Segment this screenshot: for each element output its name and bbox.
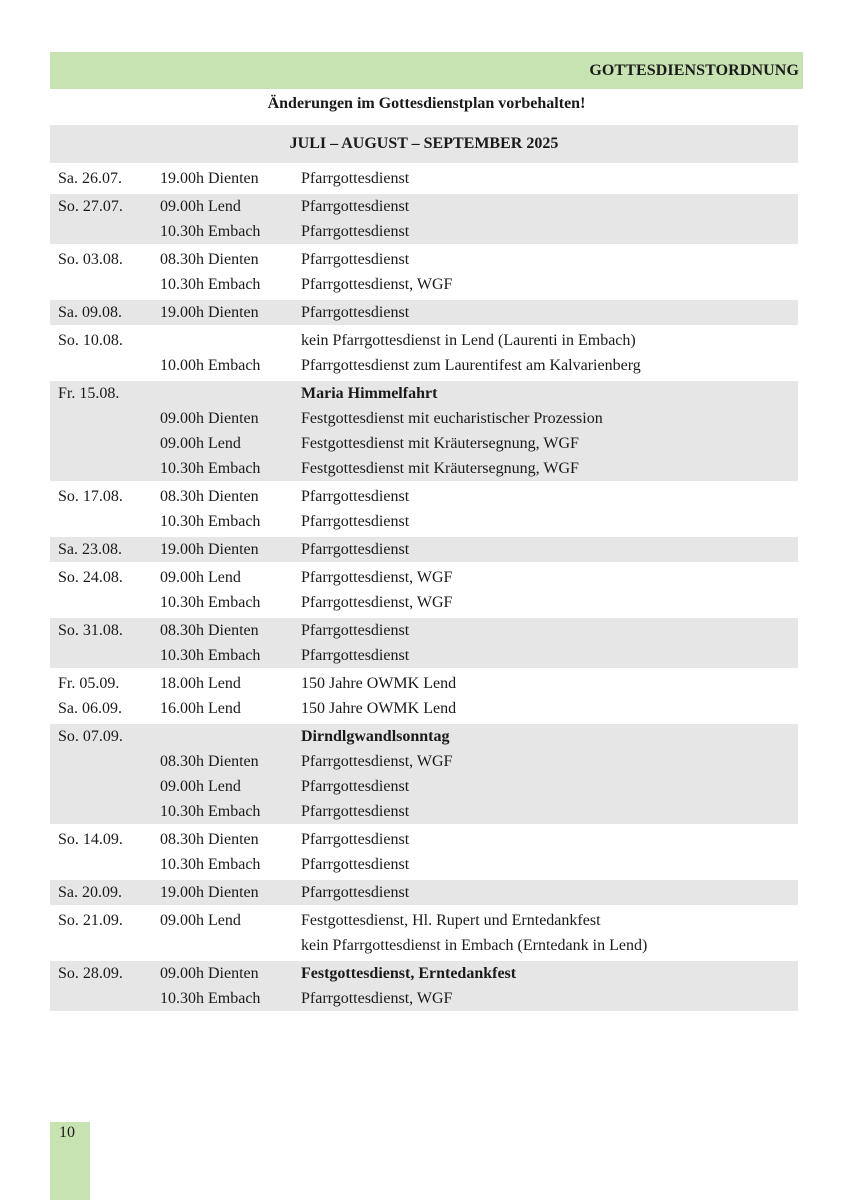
date-cell: So. 28.09. [58, 965, 123, 982]
schedule-line [50, 381, 798, 406]
time-location-cell: 10.30h Embach [160, 594, 261, 611]
service-description: Pfarrgottesdienst [301, 304, 410, 321]
schedule-entry [50, 537, 798, 562]
time-location-cell: 10.30h Embach [160, 647, 261, 664]
schedule-line [50, 696, 798, 721]
service-schedule [50, 125, 798, 1014]
date-cell: Sa. 23.08. [58, 541, 122, 558]
time-location-cell: 19.00h Dienten [160, 304, 259, 321]
service-description: Pfarrgottesdienst [301, 488, 410, 505]
schedule-line [50, 219, 798, 244]
schedule-entry [50, 565, 798, 615]
schedule-line [50, 852, 798, 877]
time-location-cell: 08.30h Dienten [160, 251, 259, 268]
schedule-entry [50, 328, 798, 378]
schedule-entry [50, 961, 798, 1011]
service-description: Pfarrgottesdienst, WGF [301, 594, 453, 611]
service-description: Pfarrgottesdienst [301, 223, 410, 240]
schedule-line [50, 799, 798, 824]
schedule-line [50, 194, 798, 219]
schedule-line [50, 300, 798, 325]
date-cell: So. 10.08. [58, 332, 123, 349]
time-location-cell: 10.30h Embach [160, 223, 261, 240]
time-location-cell: 19.00h Dienten [160, 541, 259, 558]
schedule-line [50, 986, 798, 1011]
service-description: Pfarrgottesdienst [301, 647, 410, 664]
service-description: Pfarrgottesdienst [301, 831, 410, 848]
schedule-line [50, 827, 798, 852]
schedule-line [50, 749, 798, 774]
time-location-cell: 08.30h Dienten [160, 622, 259, 639]
schedule-entry [50, 671, 798, 721]
schedule-line [50, 933, 798, 958]
schedule-entry [50, 247, 798, 297]
time-location-cell: 10.00h Embach [160, 357, 261, 374]
page-number-tab [50, 1122, 90, 1200]
date-cell: So. 17.08. [58, 488, 123, 505]
service-description: Pfarrgottesdienst [301, 778, 410, 795]
service-description: Pfarrgottesdienst [301, 541, 410, 558]
service-description: Pfarrgottesdienst zum Laurentifest am Kalvarienberg [301, 357, 641, 374]
date-cell: So. 14.09. [58, 831, 123, 848]
time-location-cell: 10.30h Embach [160, 856, 261, 873]
date-cell: Sa. 06.09. [58, 700, 122, 717]
service-description: Pfarrgottesdienst, WGF [301, 569, 453, 586]
schedule-line [50, 880, 798, 905]
schedule-line [50, 406, 798, 431]
schedule-entry [50, 908, 798, 958]
time-location-cell: 08.30h Dienten [160, 488, 259, 505]
schedule-line [50, 565, 798, 590]
date-cell: So. 27.07. [58, 198, 123, 215]
date-cell: Sa. 26.07. [58, 170, 122, 187]
date-cell: Sa. 09.08. [58, 304, 122, 321]
time-location-cell: 09.00h Lend [160, 778, 241, 795]
schedule-line [50, 908, 798, 933]
time-location-cell: 10.30h Embach [160, 513, 261, 530]
service-description: Pfarrgottesdienst, WGF [301, 753, 453, 770]
time-location-cell: 10.30h Embach [160, 276, 261, 293]
schedule-line [50, 272, 798, 297]
service-description: Pfarrgottesdienst [301, 884, 410, 901]
schedule-line [50, 618, 798, 643]
service-description: Pfarrgottesdienst [301, 251, 410, 268]
service-description: Pfarrgottesdienst [301, 856, 410, 873]
schedule-entry [50, 724, 798, 824]
service-description: Festgottesdienst mit eucharistischer Prozession [301, 410, 603, 427]
schedule-line [50, 537, 798, 562]
schedule-notice: Änderungen im Gottesdienstplan vorbehalten! [267, 95, 586, 112]
service-description: kein Pfarrgottesdienst in Lend (Laurenti in Embach) [301, 332, 636, 349]
time-location-cell: 10.30h Embach [160, 460, 261, 477]
page-title: GOTTESDIENSTORDNUNG [589, 61, 799, 79]
schedule-entry [50, 880, 798, 905]
time-location-cell: 10.30h Embach [160, 990, 261, 1007]
page-number: 10 [59, 1124, 75, 1141]
date-cell: So. 07.09. [58, 728, 123, 745]
date-cell: Sa. 20.09. [58, 884, 122, 901]
service-description: 150 Jahre OWMK Lend [301, 675, 457, 692]
time-location-cell: 09.00h Lend [160, 569, 241, 586]
schedule-entry [50, 194, 798, 244]
date-cell: So. 21.09. [58, 912, 123, 929]
service-description: Pfarrgottesdienst [301, 513, 410, 530]
service-description: Festgottesdienst mit Kräutersegnung, WGF [301, 460, 579, 477]
service-description: Pfarrgottesdienst [301, 170, 410, 187]
schedule-entry [50, 300, 798, 325]
service-description: Pfarrgottesdienst [301, 198, 410, 215]
date-cell: Fr. 05.09. [58, 675, 120, 692]
schedule-line [50, 456, 798, 481]
schedule-line [50, 431, 798, 456]
schedule-entry [50, 166, 798, 191]
time-location-cell: 09.00h Lend [160, 435, 241, 452]
time-location-cell: 09.00h Lend [160, 912, 241, 929]
schedule-line [50, 484, 798, 509]
service-description: Pfarrgottesdienst, WGF [301, 276, 453, 293]
service-description: Pfarrgottesdienst [301, 803, 410, 820]
date-cell: So. 03.08. [58, 251, 123, 268]
time-location-cell: 08.30h Dienten [160, 831, 259, 848]
service-description: Festgottesdienst mit Kräutersegnung, WGF [301, 435, 579, 452]
schedule-line [50, 247, 798, 272]
schedule-entries [50, 166, 798, 1011]
service-description: Festgottesdienst, Hl. Rupert und Erntedankfest [301, 912, 601, 929]
service-description: kein Pfarrgottesdienst in Embach (Erntedank in Lend) [301, 937, 648, 954]
header-bar [50, 52, 803, 89]
service-description: Maria Himmelfahrt [301, 385, 438, 402]
service-description: Festgottesdienst, Erntedankfest [301, 965, 517, 982]
schedule-line [50, 328, 798, 353]
service-description: Dirndlgwandlsonntag [301, 728, 450, 745]
time-location-cell: 16.00h Lend [160, 700, 241, 717]
schedule-line [50, 724, 798, 749]
schedule-entry [50, 484, 798, 534]
time-location-cell: 09.00h Lend [160, 198, 241, 215]
time-location-cell: 09.00h Dienten [160, 965, 259, 982]
time-location-cell: 08.30h Dienten [160, 753, 259, 770]
service-description: Pfarrgottesdienst, WGF [301, 990, 453, 1007]
schedule-line [50, 671, 798, 696]
period-heading: JULI – AUGUST – SEPTEMBER 2025 [50, 125, 798, 163]
schedule-line [50, 643, 798, 668]
schedule-line [50, 166, 798, 191]
date-cell: So. 31.08. [58, 622, 123, 639]
schedule-entry [50, 381, 798, 481]
schedule-line [50, 590, 798, 615]
schedule-entry [50, 618, 798, 668]
schedule-line [50, 509, 798, 534]
time-location-cell: 19.00h Dienten [160, 170, 259, 187]
schedule-entry [50, 827, 798, 877]
time-location-cell: 09.00h Dienten [160, 410, 259, 427]
date-cell: Fr. 15.08. [58, 385, 120, 402]
schedule-line [50, 961, 798, 986]
service-description: Pfarrgottesdienst [301, 622, 410, 639]
service-description: 150 Jahre OWMK Lend [301, 700, 457, 717]
schedule-line [50, 774, 798, 799]
time-location-cell: 18.00h Lend [160, 675, 241, 692]
time-location-cell: 19.00h Dienten [160, 884, 259, 901]
schedule-line [50, 353, 798, 378]
time-location-cell: 10.30h Embach [160, 803, 261, 820]
date-cell: So. 24.08. [58, 569, 123, 586]
